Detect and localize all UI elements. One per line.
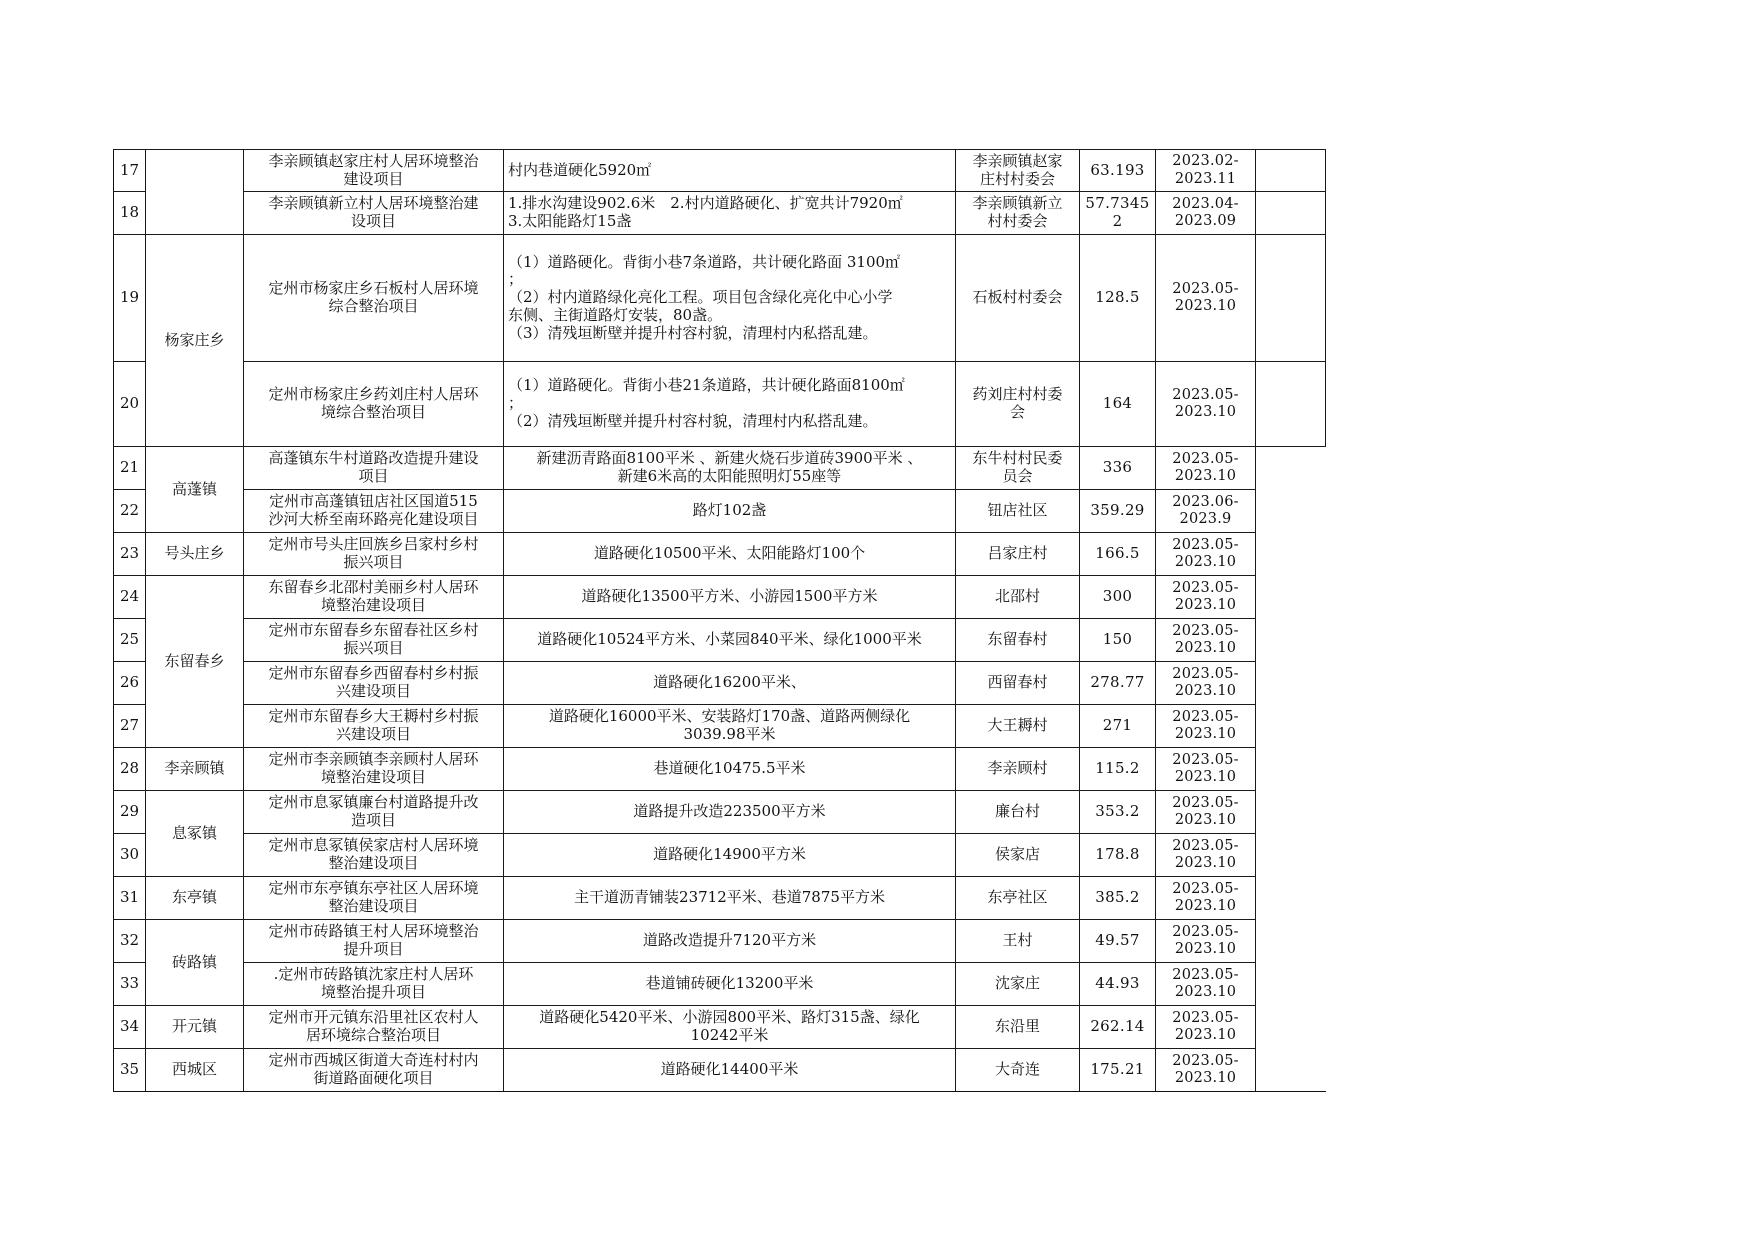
- table-row: [114, 619, 1326, 662]
- construction-content: 村内巷道硬化5920㎡: [504, 150, 956, 192]
- project-name: 定州市杨家庄乡药刘庄村人居环 境综合整治项目: [244, 362, 504, 447]
- investment-amount: 164: [1080, 362, 1156, 447]
- project-name: 高蓬镇东牛村道路改造提升建设 项目: [244, 447, 504, 490]
- table-row: [114, 362, 1326, 447]
- table-row: [114, 1049, 1326, 1092]
- row-number: 20: [114, 362, 146, 447]
- construction-content: 道路提升改造223500平方米: [504, 791, 956, 834]
- project-name: 定州市东留春乡西留春村乡村振 兴建设项目: [244, 662, 504, 705]
- table-row: [114, 791, 1326, 834]
- project-table: [113, 149, 1326, 1092]
- project-name: 定州市砖路镇王村人居环境整治 提升项目: [244, 920, 504, 963]
- row-number: 32: [114, 920, 146, 963]
- township-cell: 高蓬镇: [146, 447, 244, 533]
- construction-content: 主干道沥青铺装23712平米、巷道7875平方米: [504, 877, 956, 920]
- project-name: 李亲顾镇新立村人居环境整治建 设项目: [244, 192, 504, 235]
- investment-amount: 49.57: [1080, 920, 1156, 963]
- implementing-entity: 西留春村: [956, 662, 1080, 705]
- investment-amount: 178.8: [1080, 834, 1156, 877]
- table-row: [114, 490, 1326, 533]
- township-cell: 杨家庄乡: [146, 235, 244, 447]
- construction-content: 巷道硬化10475.5平米: [504, 748, 956, 791]
- table-row: [114, 748, 1326, 791]
- construction-content: 道路硬化14900平方米: [504, 834, 956, 877]
- construction-period: 2023.04- 2023.09: [1156, 192, 1256, 235]
- project-name: 定州市李亲顾镇李亲顾村人居环 境整治建设项目: [244, 748, 504, 791]
- construction-content: （1）道路硬化。背街小巷7条道路，共计硬化路面 3100㎡ ； （2）村内道路绿化亮化工程。项目包含绿化亮化中心小学 东侧、主街道路灯安装，80盏。 （3）清残垣断壁并提升村容村貌，清理村内私搭乱建。: [504, 235, 956, 362]
- row-number: 34: [114, 1006, 146, 1049]
- implementing-entity: 药刘庄村村委 会: [956, 362, 1080, 447]
- construction-period: 2023.06- 2023.9: [1156, 490, 1256, 533]
- implementing-entity: 钮店社区: [956, 490, 1080, 533]
- row-number: 19: [114, 235, 146, 362]
- table-row: [114, 1006, 1326, 1049]
- row-number: 35: [114, 1049, 146, 1092]
- investment-amount: 336: [1080, 447, 1156, 490]
- construction-period: 2023.05- 2023.10: [1156, 748, 1256, 791]
- implementing-entity: 廉台村: [956, 791, 1080, 834]
- table-row: [114, 834, 1326, 877]
- project-name: 定州市东亭镇东亭社区人居环境 整治建设项目: [244, 877, 504, 920]
- construction-content: 巷道铺砖硬化13200平米: [504, 963, 956, 1006]
- project-name: 李亲顾镇赵家庄村人居环境整治 建设项目: [244, 150, 504, 192]
- township-cell: 东亭镇: [146, 877, 244, 920]
- row-number: 17: [114, 150, 146, 192]
- project-name: 定州市号头庄回族乡吕家村乡村 振兴项目: [244, 533, 504, 576]
- investment-amount: 262.14: [1080, 1006, 1156, 1049]
- implementing-entity: 沈家庄: [956, 963, 1080, 1006]
- construction-period: 2023.05- 2023.10: [1156, 533, 1256, 576]
- construction-period: 2023.05- 2023.10: [1156, 362, 1256, 447]
- implementing-entity: 王村: [956, 920, 1080, 963]
- construction-content: 1.排水沟建设902.6米 2.村内道路硬化、扩宽共计7920㎡ 3.太阳能路灯15盏: [504, 192, 956, 235]
- investment-amount: 57.7345 2: [1080, 192, 1156, 235]
- project-name: 定州市息冢镇侯家店村人居环境 整治建设项目: [244, 834, 504, 877]
- township-cell: 西城区: [146, 1049, 244, 1092]
- implementing-entity: 东牛村村民委 员会: [956, 447, 1080, 490]
- construction-content: 路灯102盏: [504, 490, 956, 533]
- implementing-entity: 北邵村: [956, 576, 1080, 619]
- township-cell: [146, 150, 244, 235]
- table-row: [114, 533, 1326, 576]
- row-number: 29: [114, 791, 146, 834]
- row-number: 25: [114, 619, 146, 662]
- investment-amount: 44.93: [1080, 963, 1156, 1006]
- investment-amount: 271: [1080, 705, 1156, 748]
- table-row: [114, 150, 1326, 192]
- construction-period: 2023.05- 2023.10: [1156, 619, 1256, 662]
- implementing-entity: 石板村村委会: [956, 235, 1080, 362]
- table-row: [114, 920, 1326, 963]
- project-name: 定州市杨家庄乡石板村人居环境 综合整治项目: [244, 235, 504, 362]
- row-number: 18: [114, 192, 146, 235]
- implementing-entity: 大王耨村: [956, 705, 1080, 748]
- construction-period: 2023.05- 2023.10: [1156, 705, 1256, 748]
- project-name: 定州市东留春乡东留春社区乡村 振兴项目: [244, 619, 504, 662]
- table-row: [114, 662, 1326, 705]
- construction-content: 道路硬化14400平米: [504, 1049, 956, 1092]
- township-cell: 息冢镇: [146, 791, 244, 877]
- implementing-entity: 侯家店: [956, 834, 1080, 877]
- construction-content: 道路硬化16000平米、安装路灯170盏、道路两侧绿化 3039.98平米: [504, 705, 956, 748]
- construction-period: 2023.05- 2023.10: [1156, 1006, 1256, 1049]
- table-row: [114, 192, 1326, 235]
- construction-period: 2023.05- 2023.10: [1156, 963, 1256, 1006]
- investment-amount: 359.29: [1080, 490, 1156, 533]
- row-number: 26: [114, 662, 146, 705]
- investment-amount: 128.5: [1080, 235, 1156, 362]
- implementing-entity: 大奇连: [956, 1049, 1080, 1092]
- township-cell: 号头庄乡: [146, 533, 244, 576]
- implementing-entity: 东沿里: [956, 1006, 1080, 1049]
- remarks-cell: [1256, 362, 1326, 447]
- construction-content: 道路硬化10500平米、太阳能路灯100个: [504, 533, 956, 576]
- construction-period: 2023.05- 2023.10: [1156, 877, 1256, 920]
- remarks-cell: [1256, 150, 1326, 192]
- investment-amount: 150: [1080, 619, 1156, 662]
- township-cell: 开元镇: [146, 1006, 244, 1049]
- row-number: 33: [114, 963, 146, 1006]
- row-number: 31: [114, 877, 146, 920]
- table-row: [114, 235, 1326, 362]
- investment-amount: 63.193: [1080, 150, 1156, 192]
- construction-content: 道路硬化16200平米、: [504, 662, 956, 705]
- row-number: 28: [114, 748, 146, 791]
- implementing-entity: 李亲顾镇赵家 庄村村委会: [956, 150, 1080, 192]
- investment-amount: 166.5: [1080, 533, 1156, 576]
- construction-content: 道路改造提升7120平方米: [504, 920, 956, 963]
- project-name: 定州市西城区街道大奇连村村内 街道路面硬化项目: [244, 1049, 504, 1092]
- construction-period: 2023.05- 2023.10: [1156, 791, 1256, 834]
- construction-period: 2023.05- 2023.10: [1156, 576, 1256, 619]
- investment-amount: 278.77: [1080, 662, 1156, 705]
- construction-period: 2023.05- 2023.10: [1156, 1049, 1256, 1092]
- implementing-entity: 李亲顾村: [956, 748, 1080, 791]
- row-number: 22: [114, 490, 146, 533]
- project-name: 定州市东留春乡大王耨村乡村振 兴建设项目: [244, 705, 504, 748]
- row-number: 24: [114, 576, 146, 619]
- project-name: .定州市砖路镇沈家庄村人居环 境整治提升项目: [244, 963, 504, 1006]
- row-number: 30: [114, 834, 146, 877]
- township-cell: 李亲顾镇: [146, 748, 244, 791]
- table-row: [114, 705, 1326, 748]
- construction-content: 道路硬化13500平方米、小游园1500平方米: [504, 576, 956, 619]
- township-cell: 东留春乡: [146, 576, 244, 748]
- implementing-entity: 东留春村: [956, 619, 1080, 662]
- project-name: 定州市息冢镇廉台村道路提升改 造项目: [244, 791, 504, 834]
- table-row: [114, 877, 1326, 920]
- construction-content: 新建沥青路面8100平米 、新建火烧石步道砖3900平米 、 新建6米高的太阳能照明灯55座等: [504, 447, 956, 490]
- table-row: [114, 447, 1326, 490]
- construction-content: 道路硬化10524平方米、小菜园840平米、绿化1000平米: [504, 619, 956, 662]
- construction-content: （1）道路硬化。背街小巷21条道路，共计硬化路面8100㎡ ； （2）清残垣断壁并提升村容村貌，清理村内私搭乱建。: [504, 362, 956, 447]
- table-row: [114, 576, 1326, 619]
- project-name: 东留春乡北邵村美丽乡村人居环 境整治建设项目: [244, 576, 504, 619]
- investment-amount: 175.21: [1080, 1049, 1156, 1092]
- implementing-entity: 吕家庄村: [956, 533, 1080, 576]
- construction-content: 道路硬化5420平米、小游园800平米、路灯315盏、绿化 10242平米: [504, 1006, 956, 1049]
- project-name: 定州市开元镇东沿里社区农村人 居环境综合整治项目: [244, 1006, 504, 1049]
- construction-period: 2023.05- 2023.10: [1156, 447, 1256, 490]
- investment-amount: 353.2: [1080, 791, 1156, 834]
- row-number: 23: [114, 533, 146, 576]
- construction-period: 2023.05- 2023.10: [1156, 920, 1256, 963]
- remarks-cell: [1256, 192, 1326, 235]
- row-number: 27: [114, 705, 146, 748]
- construction-period: 2023.05- 2023.10: [1156, 662, 1256, 705]
- row-number: 21: [114, 447, 146, 490]
- table-row: [114, 963, 1326, 1006]
- implementing-entity: 李亲顾镇新立 村村委会: [956, 192, 1080, 235]
- project-name: 定州市高蓬镇钮店社区国道515 沙河大桥至南环路亮化建设项目: [244, 490, 504, 533]
- township-cell: 砖路镇: [146, 920, 244, 1006]
- implementing-entity: 东亭社区: [956, 877, 1080, 920]
- construction-period: 2023.02- 2023.11: [1156, 150, 1256, 192]
- construction-period: 2023.05- 2023.10: [1156, 235, 1256, 362]
- investment-amount: 385.2: [1080, 877, 1156, 920]
- investment-amount: 115.2: [1080, 748, 1156, 791]
- investment-amount: 300: [1080, 576, 1156, 619]
- construction-period: 2023.05- 2023.10: [1156, 834, 1256, 877]
- remarks-cell: [1256, 235, 1326, 362]
